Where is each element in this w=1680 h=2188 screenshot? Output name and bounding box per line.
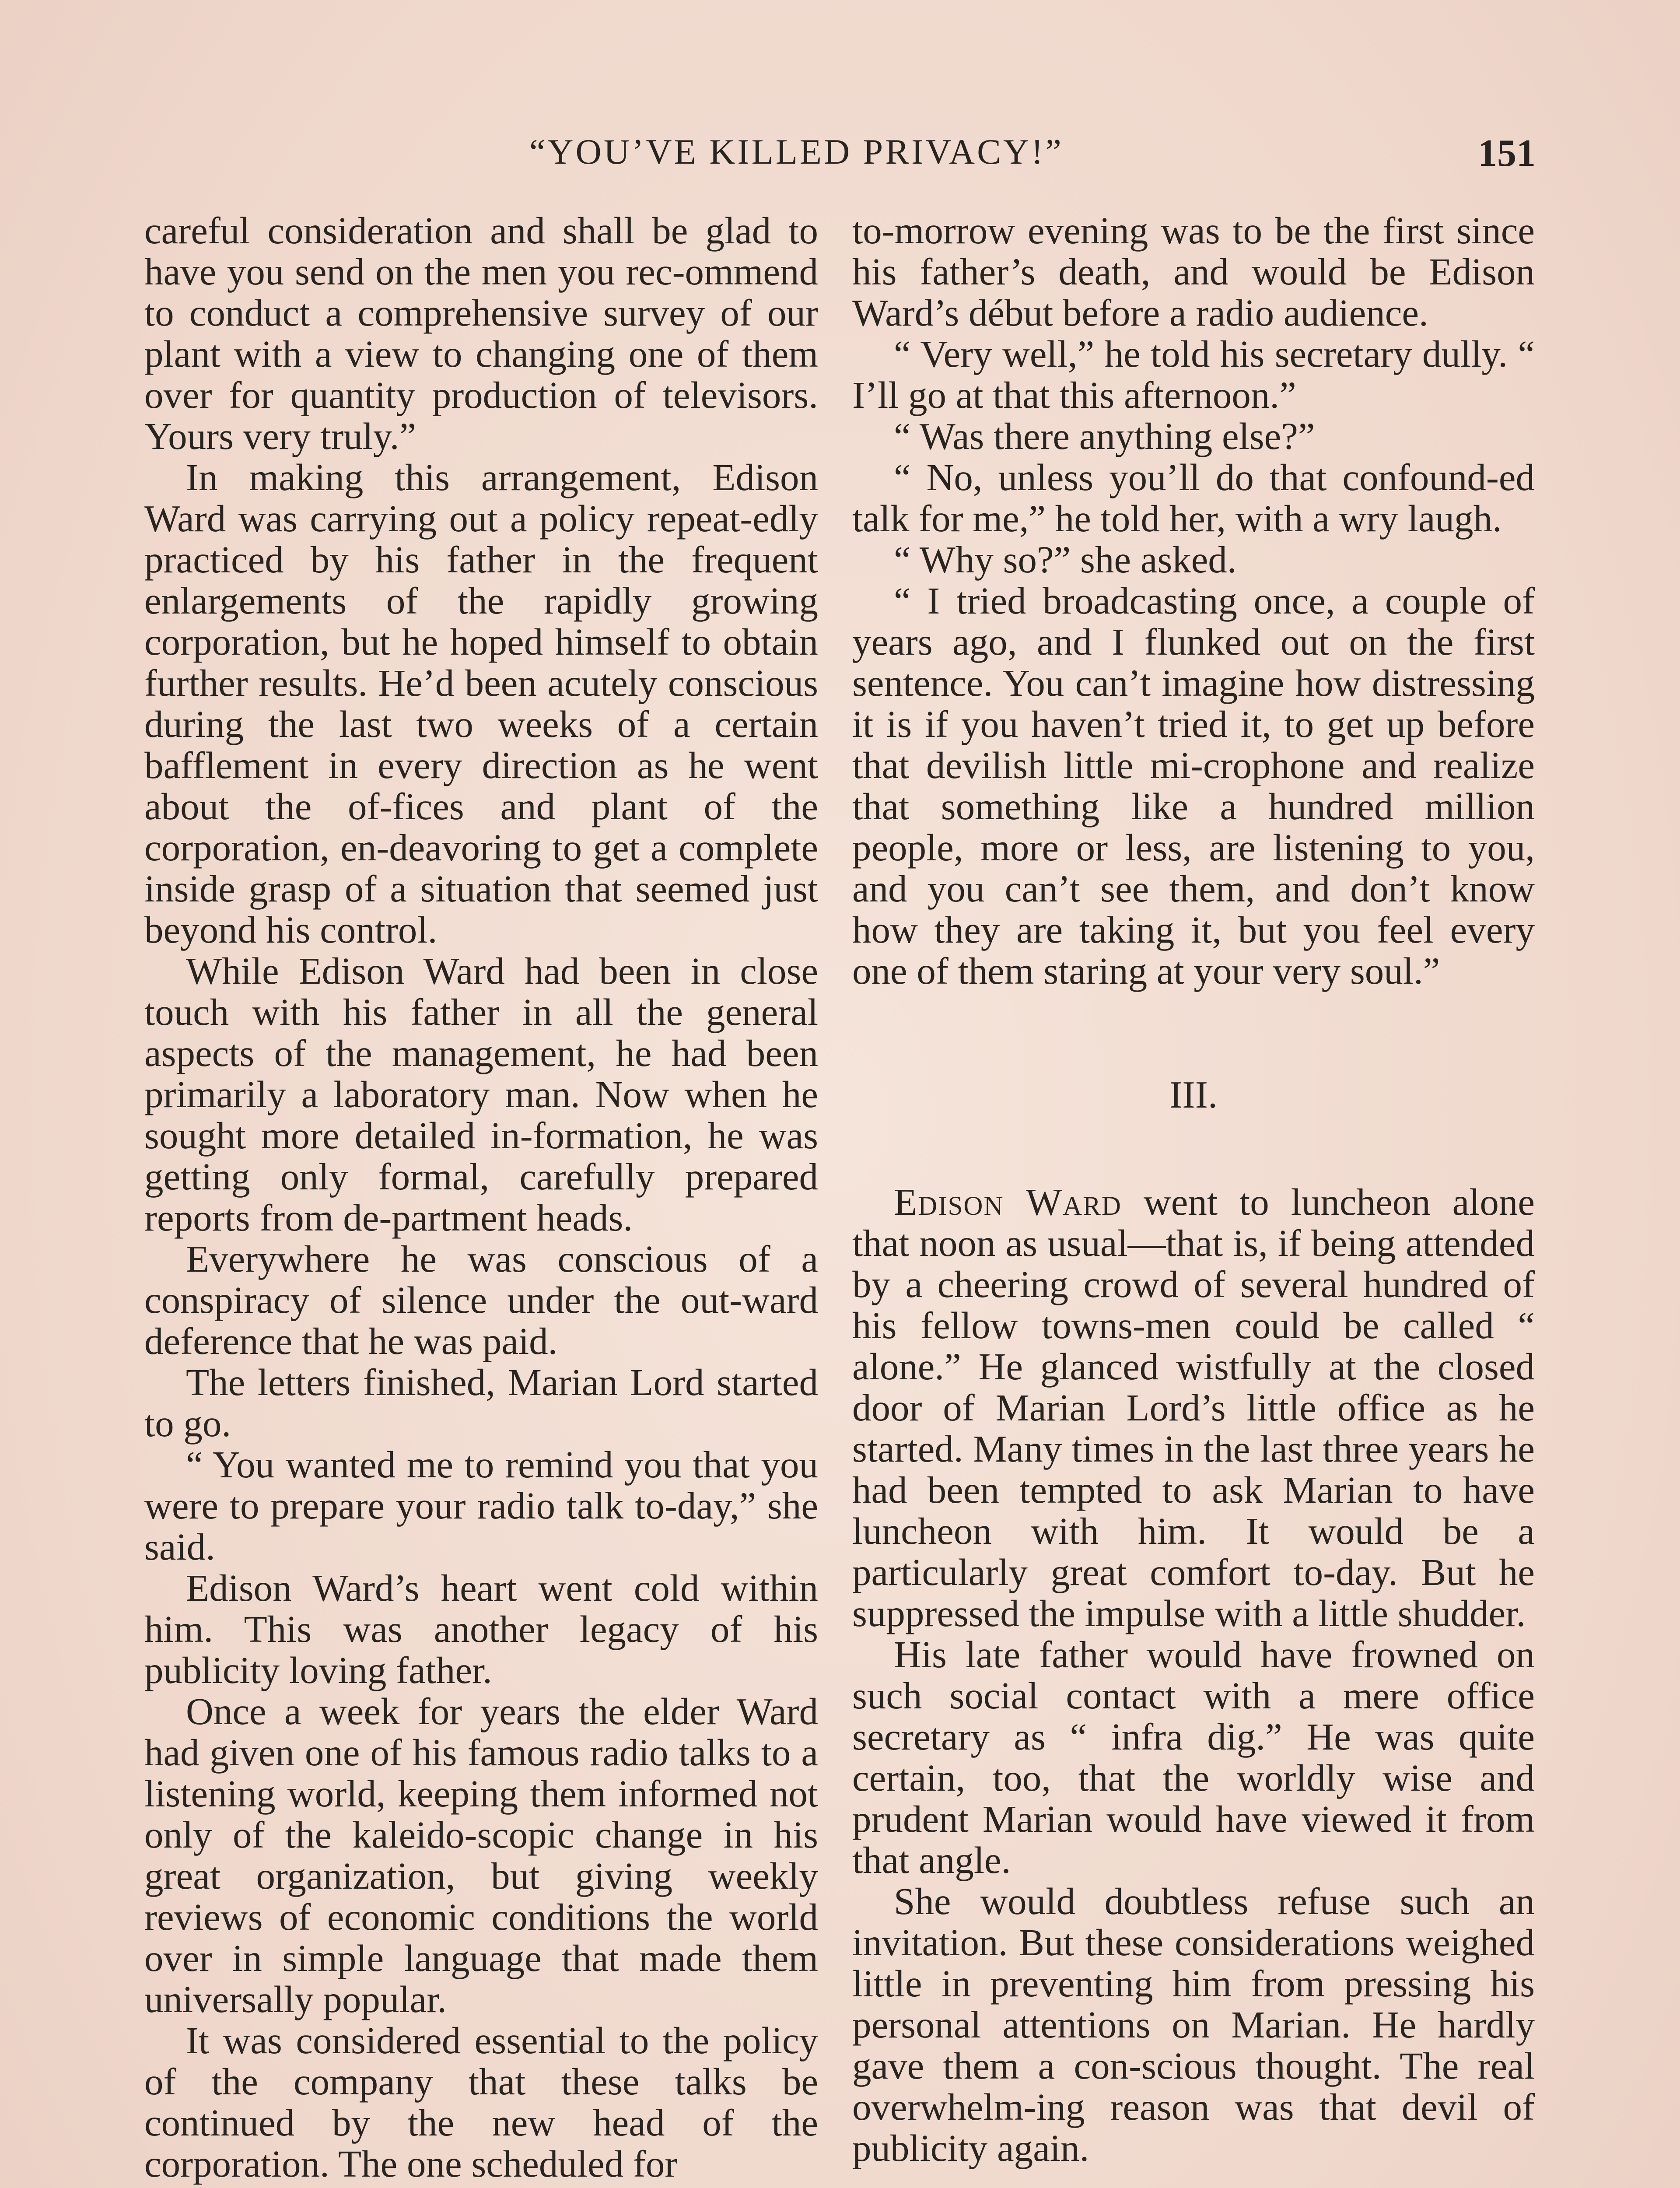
right-column [852, 210, 1535, 2169]
section-lead-text: went to luncheon alone that noon as usual—that is, if being attended by a cheering crowd of several hundred of his fellow towns-men could be called “ alone.” He glanced wistfully at the closed door of Marian Lord’s little office as he started. Many times in the last three years he had been tempted to ask Marian to have luncheon with him. It would be a particularly great comfort to-day. But he suppressed the impulse with a little shudder. [852, 1181, 1535, 1634]
paragraph: “ You wanted me to remind you that you were to prepare your radio talk to-day,” she said. [144, 1443, 818, 1568]
left-column [144, 210, 818, 2184]
paragraph: The letters finished, Marian Lord started to go. [144, 1361, 818, 1445]
running-title: “YOU’VE KILLED PRIVACY!” [529, 132, 1064, 172]
paragraph: In making this arrangement, Edison Ward was carrying out a policy repeat-edly practiced by his father in the frequent enlargements of the rapidly growing corporation, but he hoped himself to obtain further results. He’d been acutely conscious during the last two weeks of a certain bafflement in every direction as he went about the of-fices and plant of the corporation, en-deavoring to get a complete inside grasp of a situation that seemed just beyond his control. [144, 456, 818, 951]
paragraph: “ I tried broadcasting once, a couple of years ago, and I flunked out on the first sentence. You can’t imagine how distressing it is if you haven’t tried it, to get up before that devilish little mi-crophone and realize that something like a hundred million people, more or less, are listening to you, and you can’t see them, and don’t know how they are taking it, but you feel every one of them staring at your very soul.” [852, 579, 1535, 992]
section-heading: III. [1169, 1074, 1218, 1116]
section-lead-paragraph [852, 1182, 1535, 1634]
paragraph: Once a week for years the elder Ward had given one of his famous radio talks to a listening world, keeping them informed not only of the kaleido-scopic change in his great organization, but giving weekly reviews of economic conditions the world over in simple language that made them universally popular. [144, 1690, 818, 2020]
paragraph: Everywhere he was conscious of a conspiracy of silence under the out-ward deference that he was paid. [144, 1238, 818, 1362]
paragraph: “ Why so?” she asked. [894, 538, 1237, 581]
paragraph: His late father would have frowned on such social contact with a mere office secretary as “ infra dig.” He was quite certain, too, that the worldly wise and prudent Marian would have viewed it from that angle. [852, 1633, 1535, 1881]
page-header [0, 131, 1680, 188]
paragraph: She would doubtless refuse such an invitation. But these considerations weighed little in preventing him from pressing his personal attentions on Marian. He hardly gave them a con-scious thought. The real overwhelm-ing reason was that devil of publicity again. [852, 1880, 1535, 2169]
paragraph: “ No, unless you’ll do that confound-ed talk for me,” he told her, with a wry laugh. [852, 456, 1535, 540]
paragraph: “ Was there anything else?” [894, 415, 1315, 457]
page-number: 151 [1478, 132, 1536, 175]
paragraph: While Edison Ward had been in close touch with his father in all the general aspects of the management, he had been primarily a laboratory man. Now when he sought more detailed in-formation, he was getting only formal, carefully prepared reports from de-partment heads. [144, 950, 818, 1239]
paragraph: careful consideration and shall be glad to have you send on the men you rec-ommend to conduct a comprehensive survey of our plant with a view to changing one of them over for quantity production of televisors. Yours very truly.” [144, 209, 818, 457]
section-lead-name: Edison Ward [894, 1181, 1122, 1223]
paragraph: Edison Ward’s heart went cold within him. This was another legacy of his publicity loving father. [144, 1567, 818, 1691]
paragraph: to-morrow evening was to be the first since his father’s death, and would be Edison Ward’s début before a radio audience. [852, 209, 1535, 334]
paragraph: It was considered essential to the policy of the company that these talks be continued by the new head of the corporation. The one scheduled for [144, 2019, 818, 2185]
paragraph: “ Very well,” he told his secretary dully. “ I’ll go at that this afternoon.” [852, 333, 1535, 416]
